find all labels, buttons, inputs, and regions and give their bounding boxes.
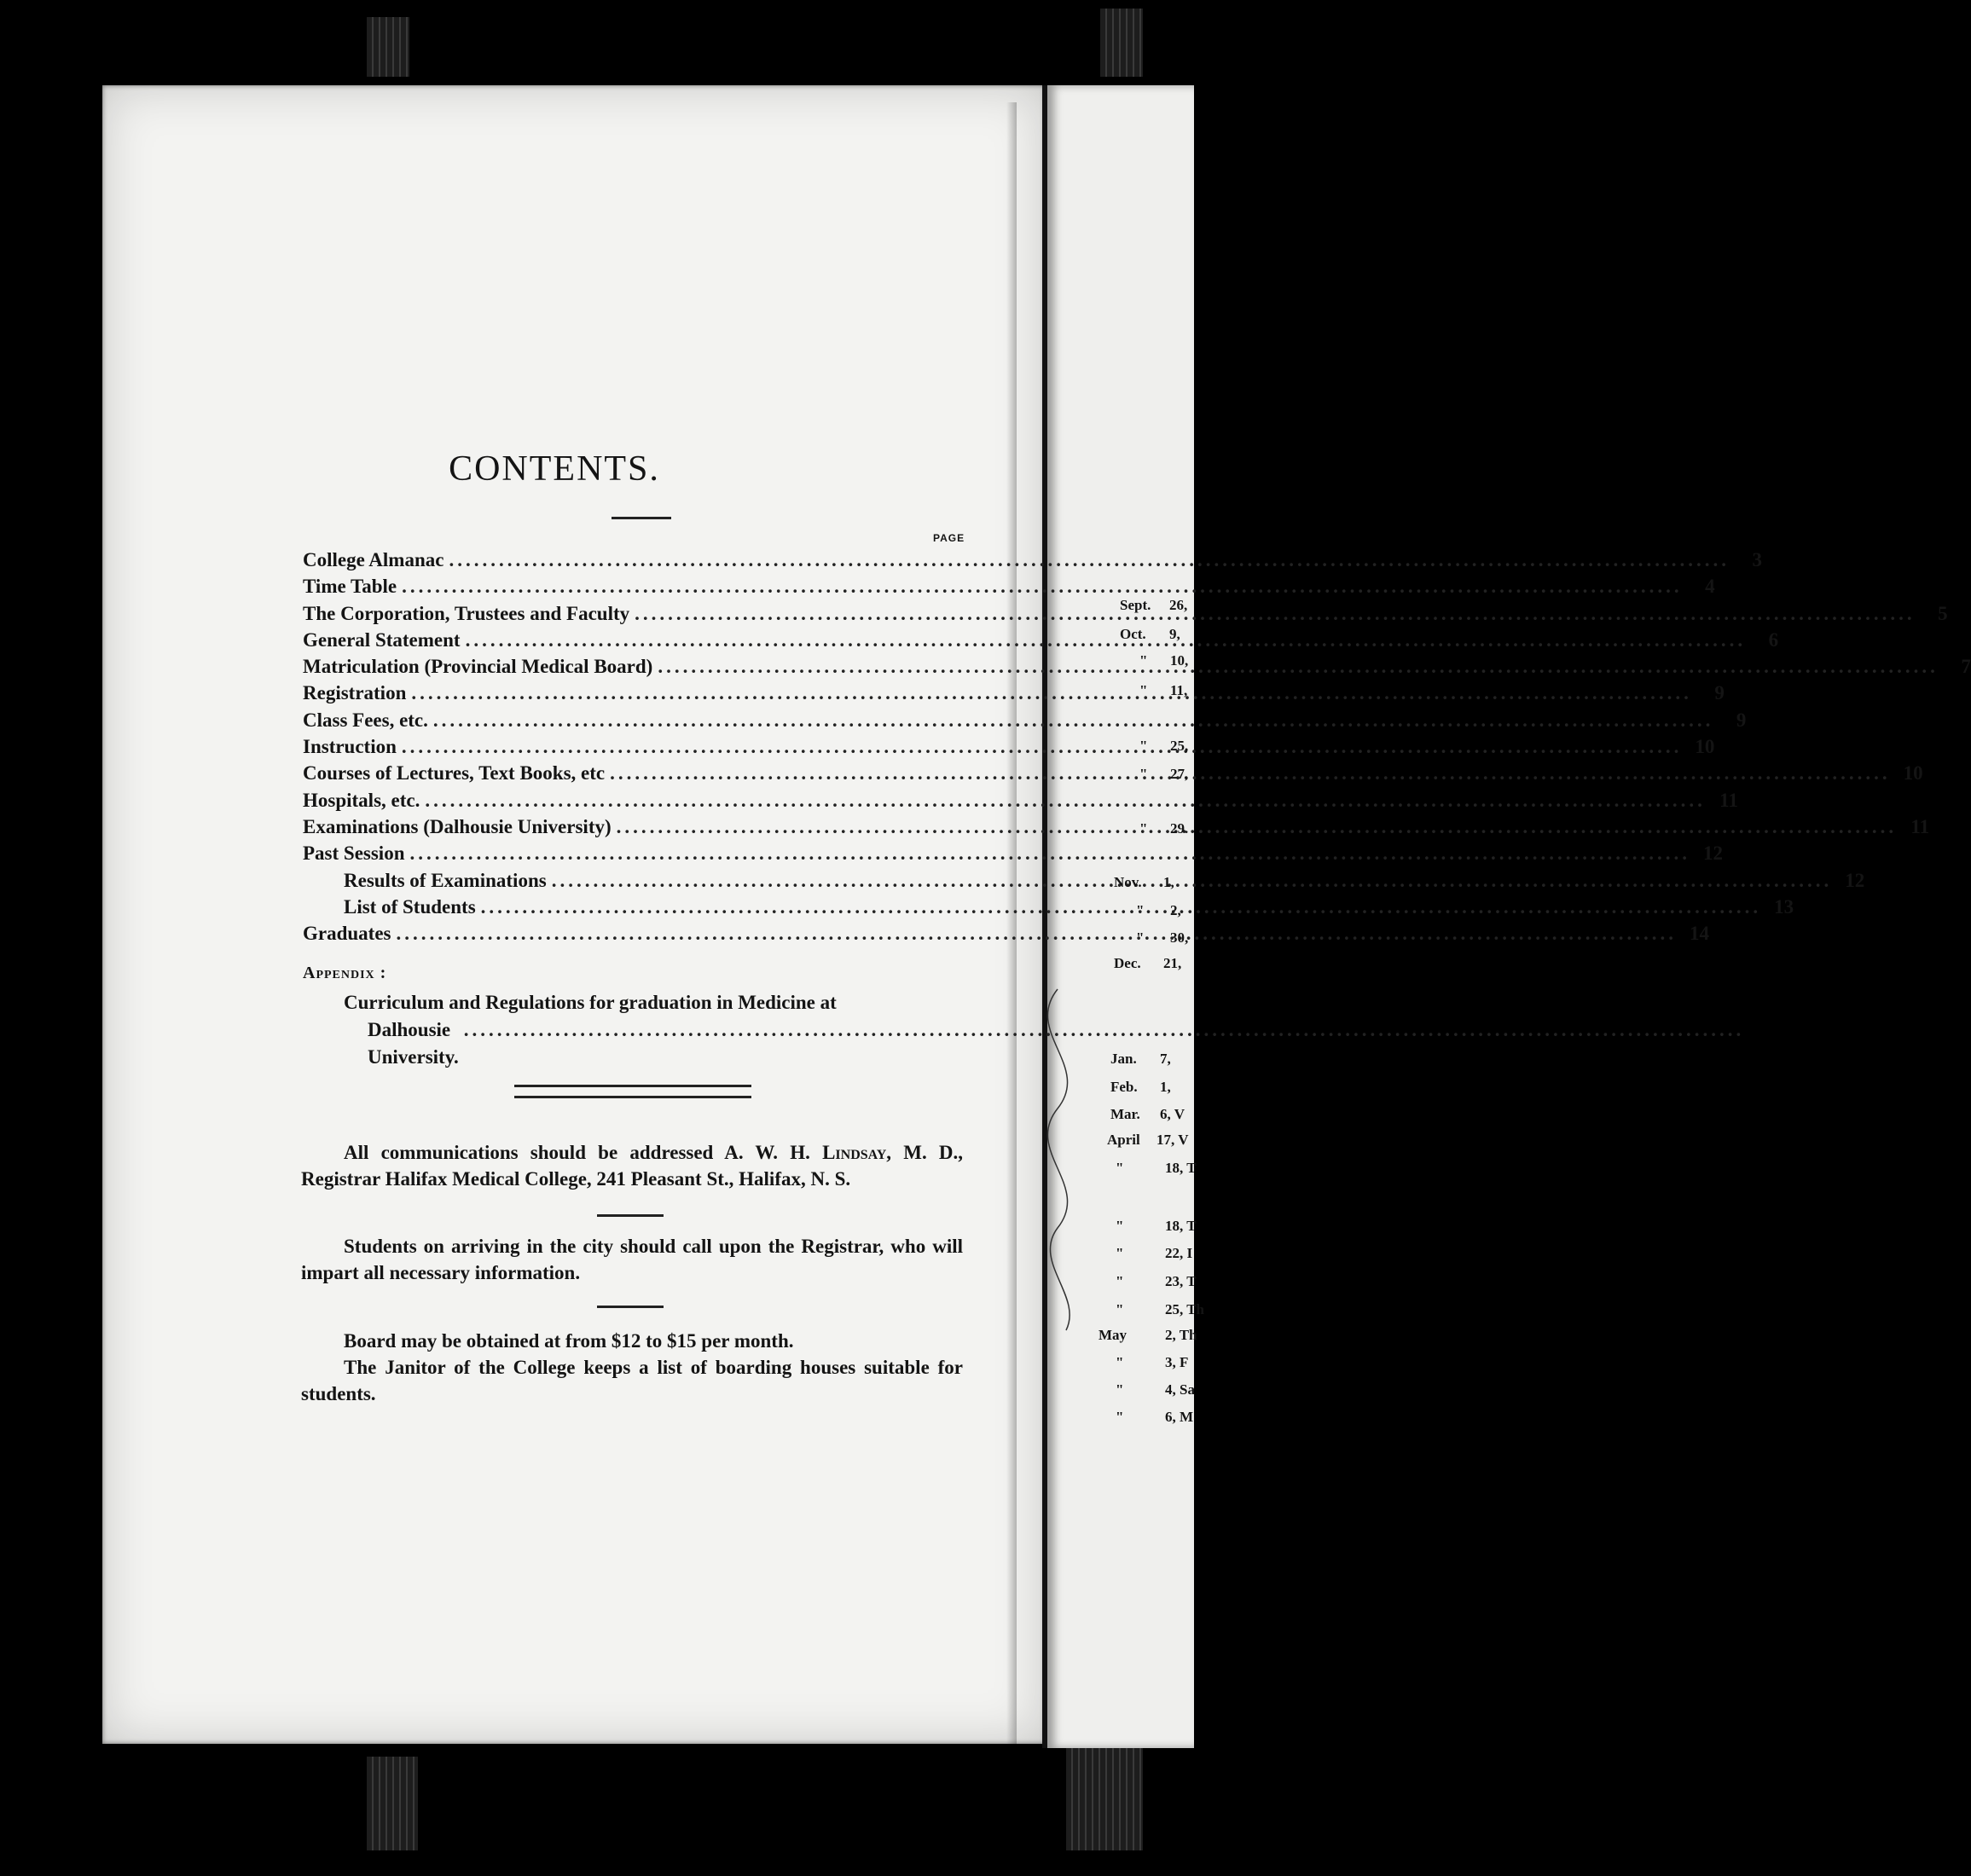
toc-entry-label: General Statement xyxy=(303,628,461,651)
leader-dots xyxy=(481,894,1762,920)
page-column-header: PAGE xyxy=(933,532,965,544)
leader-dots xyxy=(397,920,1678,947)
appendix-heading: Appendix : xyxy=(303,964,387,982)
leader-dots xyxy=(402,733,1683,760)
toc-entry-page: 13 xyxy=(1774,895,1794,918)
leader-dots xyxy=(411,680,1692,706)
toc-entry-page: 7 xyxy=(1961,656,1971,678)
almanac-row: Dec. 21, xyxy=(1114,955,1182,971)
almanac-row: Feb. 1, xyxy=(1110,1079,1171,1095)
leader-dots xyxy=(449,547,1730,573)
notice-communications-prefix: All communications should be addressed A. W. H. xyxy=(344,1142,823,1163)
toc-entry-page: 10 xyxy=(1903,762,1923,785)
section-rule xyxy=(597,1306,664,1308)
toc-entry-page: 11 xyxy=(1910,815,1930,837)
almanac-row: " 30, xyxy=(1136,929,1189,946)
toc-entry-label: Results of Examinations xyxy=(344,869,547,891)
toc-entry-label: Registration xyxy=(303,682,407,704)
toc-entry xyxy=(303,547,1762,573)
pencil-curve-mark xyxy=(1006,981,1109,1339)
notice-board: Board may be obtained at from $12 to $15 per month. xyxy=(344,1330,794,1352)
toc-entry-label: List of Students xyxy=(344,895,476,918)
toc-entry-page: 4 xyxy=(1705,576,1715,598)
toc-entry xyxy=(303,787,1738,814)
toc-entry-label: The Corporation, Trustees and Faculty xyxy=(303,602,630,624)
double-rule-divider xyxy=(514,1085,751,1098)
toc-entry-label: Time Table xyxy=(303,576,397,598)
appendix-entry xyxy=(344,989,973,1071)
toc-entry xyxy=(303,573,1715,599)
toc-entry-label: Instruction xyxy=(303,736,397,758)
page-title: CONTENTS. xyxy=(449,449,660,489)
leader-dots xyxy=(425,787,1706,814)
film-strip-right xyxy=(1100,9,1143,77)
toc-entry-page: 11 xyxy=(1719,789,1738,811)
title-rule xyxy=(612,517,671,519)
toc-entry-page: 6 xyxy=(1768,628,1779,651)
leader-dots xyxy=(552,867,1833,894)
appendix-line-1: Curriculum and Regulations for graduation in Medicine at xyxy=(344,992,837,1013)
toc-entry-label: Examinations (Dalhousie University) xyxy=(303,815,612,837)
almanac-row: Nov. 1, xyxy=(1114,874,1174,890)
almanac-row: " 6, M xyxy=(1116,1409,1194,1425)
film-strip-bottom-right xyxy=(1066,1748,1143,1850)
leader-dots xyxy=(617,814,1898,840)
toc-entry-label: Matriculation (Provincial Medical Board) xyxy=(303,656,653,678)
notice-communications xyxy=(301,1139,963,1192)
toc-entry-page: 3 xyxy=(1752,549,1762,570)
toc-entry-label: Hospitals, etc. xyxy=(303,789,420,811)
appendix-line-2: Dalhousie University. xyxy=(368,1019,459,1068)
notice-communications-suffix: , M. D., Registrar Halifax Medical College, 241 Pleasant St., Halifax, N. S. xyxy=(301,1142,963,1190)
almanac-row: Mar. 6, V xyxy=(1110,1106,1185,1122)
toc-entry-page: 10 xyxy=(1695,736,1715,758)
toc-entry-page: 9 xyxy=(1714,682,1725,704)
leader-dots xyxy=(658,653,1939,680)
almanac-row: " 23, T xyxy=(1116,1273,1197,1289)
almanac-row: " 27, xyxy=(1139,766,1189,782)
toc-entry-label: Graduates xyxy=(303,923,391,945)
almanac-row: Oct. 9, xyxy=(1120,626,1180,642)
leader-dots xyxy=(610,760,1891,786)
toc-entry-page: 5 xyxy=(1938,602,1948,624)
almanac-row: " 11, xyxy=(1139,682,1188,698)
registrar-name: Lindsay xyxy=(822,1142,887,1163)
section-rule xyxy=(597,1214,664,1217)
toc-entry xyxy=(303,840,1723,866)
toc-entry-page: 12 xyxy=(1703,842,1723,865)
toc-entry-label: College Almanac xyxy=(303,549,444,570)
notice-janitor: The Janitor of the College keeps a list of boarding houses suitable for students. xyxy=(301,1357,963,1404)
almanac-row: " 25, Th xyxy=(1116,1301,1204,1317)
almanac-row: " 18, T xyxy=(1116,1218,1197,1234)
toc-entry xyxy=(303,707,1747,733)
almanac-row: " 2, xyxy=(1136,902,1181,918)
almanac-row: " 29. xyxy=(1139,820,1189,837)
toc-entry-label: Class Fees, etc. xyxy=(303,709,428,731)
leader-dots xyxy=(402,573,1683,599)
almanac-row: " 22, I xyxy=(1116,1245,1193,1261)
almanac-row: Jan. 7, xyxy=(1110,1051,1171,1067)
toc-entry-label: Courses of Lectures, Text Books, etc xyxy=(303,762,606,785)
leader-dots xyxy=(410,840,1691,866)
film-strip-bottom-left xyxy=(367,1757,418,1850)
almanac-row: Sept. 26, xyxy=(1120,597,1188,613)
almanac-row: May 2, Th xyxy=(1099,1327,1197,1343)
notice-students: Students on arriving in the city should call upon the Registrar, who will impart all necessary information. xyxy=(301,1236,963,1283)
film-strip-left xyxy=(367,17,409,77)
toc-entry-page: 12 xyxy=(1845,869,1865,891)
almanac-row: " 4, Sa xyxy=(1116,1381,1195,1398)
almanac-row: " 3, F xyxy=(1116,1354,1189,1370)
almanac-row: " 25, xyxy=(1139,738,1189,754)
toc-subentry xyxy=(303,894,1794,920)
toc-entry-page: 14 xyxy=(1690,923,1709,945)
leader-dots xyxy=(466,627,1747,653)
toc-entry-label: Past Session xyxy=(303,842,405,865)
leader-dots xyxy=(635,600,1916,627)
toc-entry-page: 9 xyxy=(1736,709,1747,731)
appendix-line-2-row xyxy=(344,1016,973,1071)
leader-dots xyxy=(433,707,1714,733)
almanac-row: " 18, T xyxy=(1116,1160,1197,1176)
almanac-row: April 17, V xyxy=(1107,1132,1189,1148)
almanac-row: " 10, xyxy=(1139,652,1189,669)
